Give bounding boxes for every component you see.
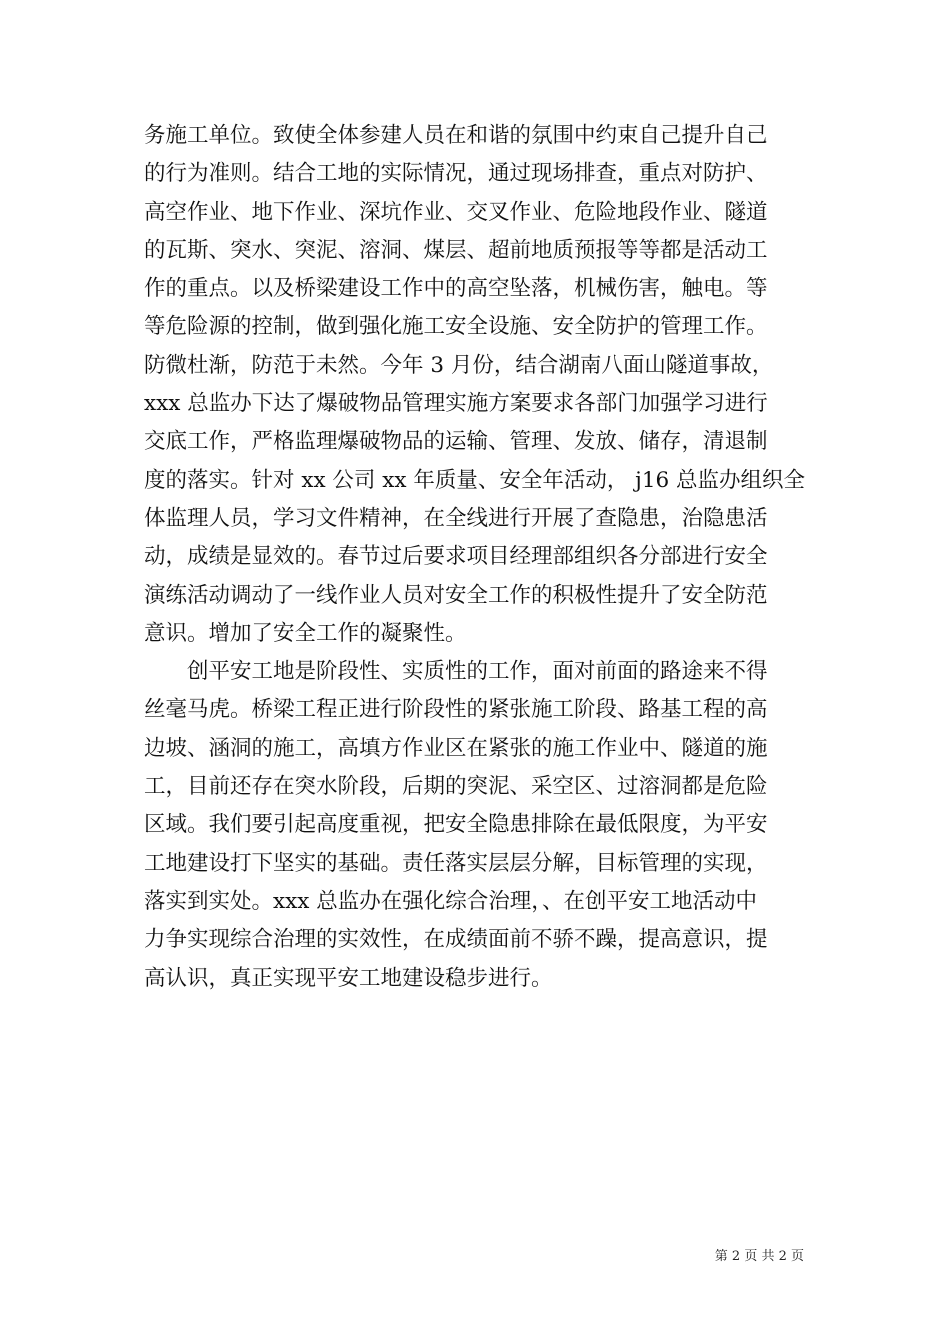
text-line: 度的落实。针对 xx 公司 xx 年质量、安全年活动， j16 总监办组织全 <box>144 467 806 493</box>
text-line: xxx 总监办下达了爆破物品管理实施方案要求各部门加强学习进行 <box>144 391 768 417</box>
text-line: 力争实现综合治理的实效性，在成绩面前不骄不躁，提高意识，提 <box>144 927 768 953</box>
text-line: 落实到实处。xxx 总监办在强化综合治理，、在创平安工地活动中 <box>144 888 757 914</box>
text-line: 高认识，真正实现平安工地建设稳步进行。 <box>144 965 553 991</box>
paragraph-1 <box>144 117 814 653</box>
text-line: 作的重点。以及桥梁建设工作中的高空坠落，机械伤害，触电。等 <box>144 276 768 302</box>
text-line: 边坡、涵洞的施工，高填方作业区在紧张的施工作业中、隧道的施 <box>144 735 768 761</box>
text-line: 区域。我们要引起高度重视，把安全隐患排除在最低限度，为平安 <box>144 812 768 838</box>
text-line: 交底工作，严格监理爆破物品的运输、管理、发放、储存，清退制 <box>144 429 768 455</box>
paragraph-2 <box>144 653 814 998</box>
text-line: 的行为准则。结合工地的实际情况，通过现场排查，重点对防护、 <box>144 161 768 187</box>
text-line: 丝毫马虎。桥梁工程正进行阶段性的紧张施工阶段、路基工程的高 <box>144 697 768 723</box>
text-line: 的瓦斯、突水、突泥、溶洞、煤层、超前地质预报等等都是活动工 <box>144 237 768 263</box>
text-line: 意识。增加了安全工作的凝聚性。 <box>144 620 467 646</box>
text-line: 工地建设打下坚实的基础。责任落实层层分解，目标管理的实现， <box>144 850 768 876</box>
text-line: 动，成绩是显效的。春节过后要求项目经理部组织各分部进行安全 <box>144 544 768 570</box>
text-line: 防微杜渐，防范于未然。今年 3 月份，结合湖南八面山隧道事故， <box>144 352 774 378</box>
text-line: 等危险源的控制，做到强化施工安全设施、安全防护的管理工作。 <box>144 314 768 340</box>
body-text <box>144 117 814 998</box>
text-line: 体监理人员，学习文件精神，在全线进行开展了查隐患，治隐患活 <box>144 505 768 531</box>
text-line: 创平安工地是阶段性、实质性的工作，面对前面的路途来不得 <box>144 659 768 685</box>
text-line: 高空作业、地下作业、深坑作业、交叉作业、危险地段作业、隧道 <box>144 199 768 225</box>
text-line: 务施工单位。致使全体参建人员在和谐的氛围中约束自己提升自己 <box>144 123 768 148</box>
text-line: 工，目前还存在突水阶段，后期的突泥、采空区、过溶洞都是危险 <box>144 774 768 800</box>
page-number-footer: 第 2 页 共 2 页 <box>714 1249 804 1264</box>
text-line: 演练活动调动了一线作业人员对安全工作的积极性提升了安全防范 <box>144 582 768 608</box>
